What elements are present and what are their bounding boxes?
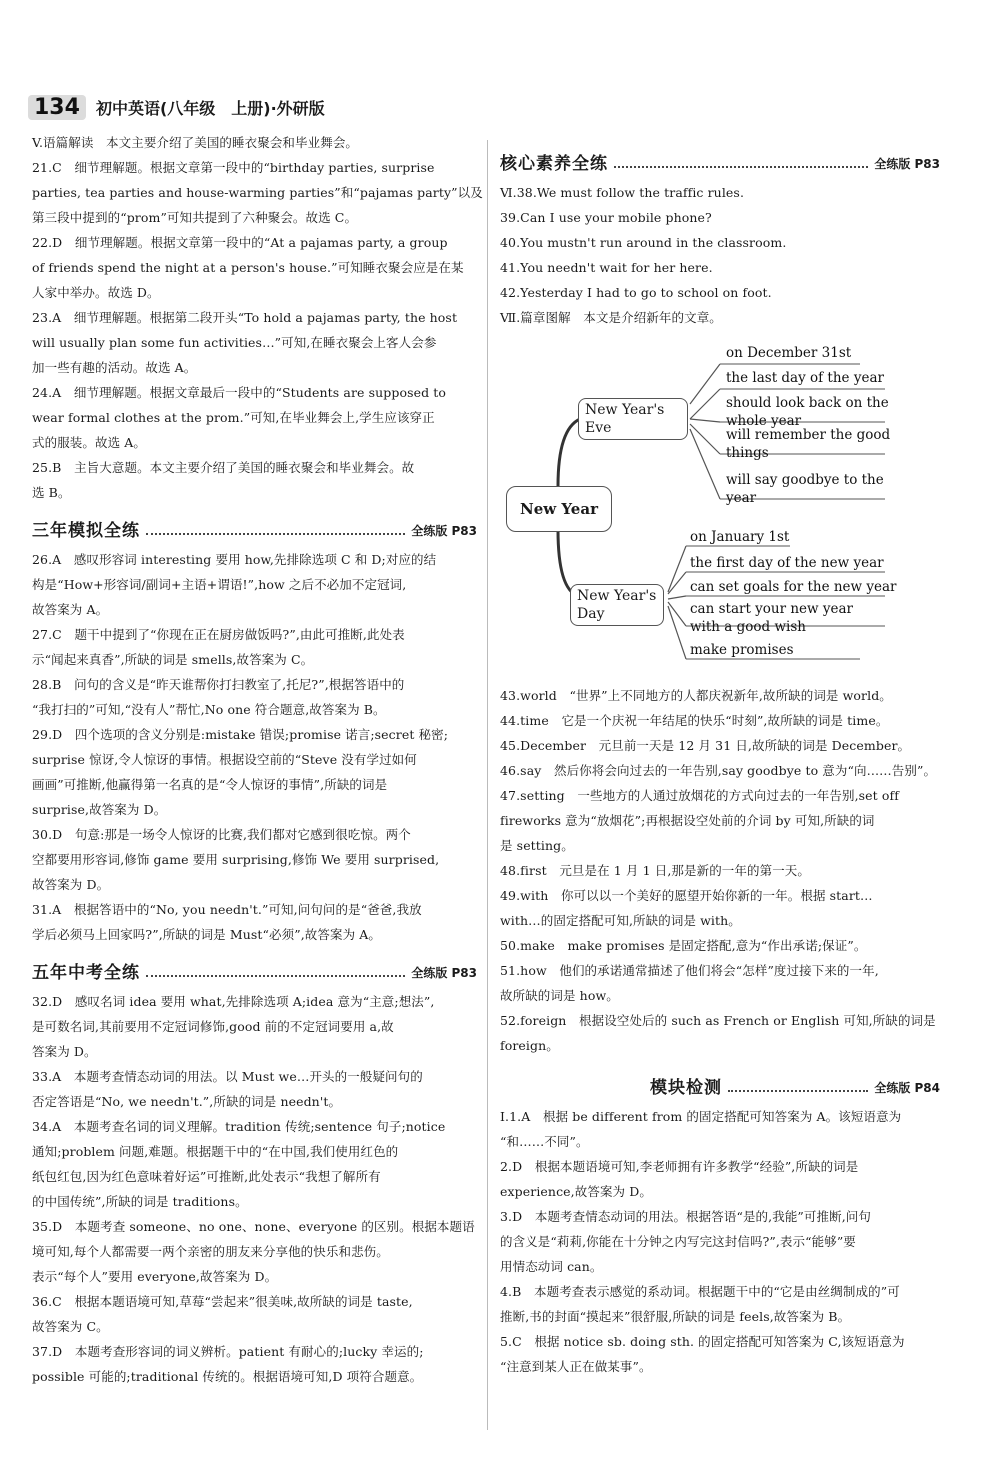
text-line: 34.A 本题考查名词的词义理解。tradition 传统;sentence 句子;notice [32, 1119, 446, 1134]
text-line: of friends spend the night at a person's house.”可知睡衣聚会应是在某 [32, 260, 464, 275]
section-heading-wunian [32, 953, 477, 983]
text-line: 故答案为 A。 [32, 602, 109, 617]
text-line: 43.world “世界”上不同地方的人都庆祝新年,故所缺的词是 world。 [500, 688, 892, 703]
section-heading-sannian [32, 511, 477, 541]
text-line: 22.D 细节理解题。根据文章第一段中的“At a pajamas party, a group [32, 235, 448, 250]
text-line: 3.D 本题考查情态动词的用法。根据答语“是的,我能”可推断,问句 [500, 1209, 871, 1224]
text-line: “我打扫的”可知,“没有人”帮忙,No one 符合题意,故答案为 B。 [32, 702, 386, 717]
mind-map-leaf: will say goodbye to the year [726, 472, 884, 506]
mind-map-leaf: will remember the good things [726, 427, 891, 461]
text-line: 30.D 句意:那是一场令人惊讶的比赛,我们都对它感到很吃惊。两个 [32, 827, 411, 842]
text-line: 32.D 感叹名词 idea 要用 what,先排除选项 A;idea 意为“主意;想法”, [32, 994, 435, 1009]
text-line: surprise 惊讶,令人惊讶的事情。根据设空前的“Steve 没有学过如何 [32, 752, 417, 767]
text-line: 51.how 他们的承诺通常描述了他们将会“怎样”度过接下来的一年, [500, 963, 879, 978]
dotted-leader [146, 975, 405, 977]
text-line: 境可知,每个人都需要一两个亲密的朋友来分享他的快乐和悲伤。 [32, 1244, 389, 1259]
text-line: 44.time 它是一个庆祝一年结尾的快乐“时刻”,故所缺的词是 time。 [500, 713, 889, 728]
text-line: 21.C 细节理解题。根据文章第一段中的“birthday parties, surprise [32, 160, 435, 175]
section-title: 五年中考全练 [32, 963, 140, 983]
mind-map [500, 334, 940, 679]
mind-map-node-eve: New Year's Eve [578, 398, 688, 440]
text-line: “注意到某人正在做某事”。 [500, 1359, 652, 1374]
text-line: with…的固定搭配可知,所缺的词是 with。 [500, 913, 741, 928]
text-line: 47.setting 一些地方的人通过放烟花的方式向过去的一年告别,set off [500, 788, 899, 803]
text-line: 31.A 根据答语中的“No, you needn't.”可知,问句问的是“爸爸,我放 [32, 902, 422, 917]
section-title: 模块检测 [650, 1078, 722, 1098]
mind-map-node-day: New Year's Day [570, 584, 664, 626]
text-line: 推断,书的封面“摸起来”很舒服,所缺的词是 feels,故答案为 B。 [500, 1309, 851, 1324]
dotted-leader [728, 1090, 868, 1092]
mind-map-leaf: should look back on the whole year [726, 395, 889, 429]
section-ref: 全练版 P83 [411, 966, 477, 980]
text-line: 纸包红包,因为红色意味着好运”可推断,此处表示“我想了解所有 [32, 1169, 381, 1184]
section-ref: 全练版 P84 [874, 1081, 940, 1095]
left-column [32, 130, 483, 1389]
text-line: “和……不同”。 [500, 1134, 589, 1149]
text-line: 29.D 四个选项的含义分别是:mistake 错误;promise 诺言;secret 秘密; [32, 727, 449, 742]
section-title: 三年模拟全练 [32, 521, 140, 541]
answer-block-3 [32, 989, 477, 1389]
dotted-leader [146, 533, 405, 535]
text-line: parties, tea parties and house-warming parties”和“pajamas party”以及 [32, 185, 483, 200]
text-line: 故答案为 C。 [32, 1319, 109, 1334]
text-line: 37.D 本题考查形容词的词义辨析。patient 有耐心的;lucky 幸运的; [32, 1344, 424, 1359]
text-line: 否定答语是“No, we needn't.”,所缺的词是 needn't。 [32, 1094, 342, 1109]
answer-block-module [500, 1104, 940, 1379]
text-line: 45.December 元旦前一天是 12 月 31 日,故所缺的词是 December。 [500, 738, 911, 753]
text-line: surprise,故答案为 D。 [32, 802, 167, 817]
text-line: experience,故答案为 D。 [500, 1184, 652, 1199]
section-title: 核心素养全练 [500, 154, 608, 174]
text-line: Ⅶ.篇章图解 本文是介绍新年的文章。 [500, 310, 722, 325]
mind-map-leaf: can set goals for the new year [690, 579, 897, 595]
text-line: 第三段中提到的“prom”可知共提到了六种聚会。故选 C。 [32, 210, 358, 225]
text-line: Ⅰ.1.A 根据 be different from 的固定搭配可知答案为 A。该短语意为 [500, 1109, 902, 1124]
text-line: 加一些有趣的活动。故选 A。 [32, 360, 197, 375]
text-line: 5.C 根据 notice sb. doing sth. 的固定搭配可知答案为 C,该短语意为 [500, 1334, 905, 1349]
text-line: 学后必须马上回家吗?”,所缺的词是 Must“必须”,故答案为 A。 [32, 927, 381, 942]
text-line: 的含义是“莉莉,你能在十分钟之内写完这封信吗?”,表示“能够”要 [500, 1234, 856, 1249]
text-line: 2.D 根据本题语境可知,李老师拥有许多教学“经验”,所缺的词是 [500, 1159, 859, 1174]
text-line: 画画”可推断,他赢得第一名真的是“令人惊讶的事情”,所缺的词是 [32, 777, 388, 792]
text-line: 故答案为 D。 [32, 877, 110, 892]
text-line: V.语篇解读 本文主要介绍了美国的睡衣聚会和毕业舞会。 [32, 135, 359, 150]
text-line: 式的服装。故选 A。 [32, 435, 147, 450]
text-line: wear formal clothes at the prom.”可知,在毕业舞会上,学生应该穿正 [32, 410, 435, 425]
mind-map-leaf: the last day of the year [726, 370, 884, 386]
text-line: 40.You mustn't run around in the classroom. [500, 235, 787, 250]
text-line: 构是“How+形容词/副词+主语+谓语!”,how 之后不必加不定冠词, [32, 577, 407, 592]
text-line: 是 setting。 [500, 838, 574, 853]
text-line: 故所缺的词是 how。 [500, 988, 619, 1003]
column-divider [487, 140, 488, 1430]
text-line: 用情态动词 can。 [500, 1259, 603, 1274]
mind-map-leaf: on January 1st [690, 529, 790, 545]
text-line: 人家中举办。故选 D。 [32, 285, 160, 300]
text-line: 49.with 你可以以一个美好的愿望开始你新的一年。根据 start… [500, 888, 873, 903]
text-line: 示“闻起来真香”,所缺的词是 smells,故答案为 C。 [32, 652, 314, 667]
text-line: 35.D 本题考查 someone、no one、none、everyone 的区别。根据本题语 [32, 1219, 475, 1234]
text-line: will usually plan some fun activities…”可知,在睡衣聚会上客人会参 [32, 335, 437, 350]
section-ref: 全练版 P83 [874, 157, 940, 171]
right-column [500, 130, 940, 1379]
text-line: 46.say 然后你将会向过去的一年告别,say goodbye to 意为“向……告别”。 [500, 763, 937, 778]
text-line: fireworks 意为“放烟花”;再根据设空处前的介词 by 可知,所缺的词 [500, 813, 875, 828]
mind-map-leaf: can start your new year with a good wish [690, 601, 854, 635]
text-line: 52.foreign 根据设空处后的 such as French or English 可知,所缺的词是 [500, 1013, 936, 1028]
text-line: 27.C 题干中提到了“你现在正在厨房做饭吗?”,由此可推断,此处表 [32, 627, 405, 642]
text-line: 25.B 主旨大意题。本文主要介绍了美国的睡衣聚会和毕业舞会。故 [32, 460, 415, 475]
answer-block-1 [32, 130, 483, 505]
answer-block-2 [32, 547, 477, 947]
text-line: 39.Can I use your mobile phone? [500, 210, 712, 225]
text-line: Ⅵ.38.We must follow the traffic rules. [500, 185, 745, 200]
mind-map-leaf: the first day of the new year [690, 555, 884, 571]
answer-block-mindmap [500, 683, 940, 1058]
book-title: 初中英语(八年级 上册)·外研版 [95, 98, 325, 118]
text-line: 41.You needn't wait for her here. [500, 260, 713, 275]
dotted-leader [614, 166, 868, 168]
text-line: foreign。 [500, 1038, 559, 1053]
text-line: 33.A 本题考查情态动词的用法。以 Must we…开头的一般疑问句的 [32, 1069, 423, 1084]
answer-block-core [500, 180, 940, 330]
text-line: 表示“每个人”要用 everyone,故答案为 D。 [32, 1269, 278, 1284]
text-line: 36.C 根据本题语境可知,草莓“尝起来”很美味,故所缺的词是 taste, [32, 1294, 413, 1309]
text-line: 是可数名词,其前要用不定冠词修饰,good 前的不定冠词要用 a,故 [32, 1019, 394, 1034]
text-line: 42.Yesterday I had to go to school on foot. [500, 285, 772, 300]
text-line: 26.A 感叹形容词 interesting 要用 how,先排除选项 C 和 D;对应的结 [32, 552, 437, 567]
section-ref: 全练版 P83 [411, 524, 477, 538]
text-line: 50.make make promises 是固定搭配,意为“作出承诺;保证”。 [500, 938, 867, 953]
page-header [28, 92, 325, 122]
page-number: 134 [28, 95, 86, 120]
text-line: 48.first 元旦是在 1 月 1 日,那是新的一年的第一天。 [500, 863, 810, 878]
text-line: 23.A 细节理解题。根据第二段开头“To hold a pajamas party, the host [32, 310, 458, 325]
mind-map-leaf: on December 31st [726, 345, 852, 361]
section-heading-hexin [500, 144, 940, 174]
text-line: 4.B 本题考查表示感觉的系动词。根据题干中的“它是由丝绸制成的”可 [500, 1284, 900, 1299]
mind-map-center: New Year [506, 486, 612, 532]
text-line: possible 可能的;traditional 传统的。根据语境可知,D 项符合题意。 [32, 1369, 423, 1384]
section-heading-mokuai [500, 1068, 940, 1098]
text-line: 24.A 细节理解题。根据文章最后一段中的“Students are supposed to [32, 385, 447, 400]
text-line: 28.B 问句的含义是“昨天谁帮你打扫教室了,托尼?”,根据答语中的 [32, 677, 405, 692]
text-line: 的中国传统”,所缺的词是 traditions。 [32, 1194, 248, 1209]
mind-map-leaf: make promises [690, 642, 794, 658]
text-line: 答案为 D。 [32, 1044, 97, 1059]
text-line: 选 B。 [32, 485, 71, 500]
text-line: 空都要用形容词,修饰 game 要用 surprising,修饰 We 要用 surprised, [32, 852, 440, 867]
text-line: 通知;problem 问题,难题。根据题干中的“在中国,我们使用红色的 [32, 1144, 399, 1159]
